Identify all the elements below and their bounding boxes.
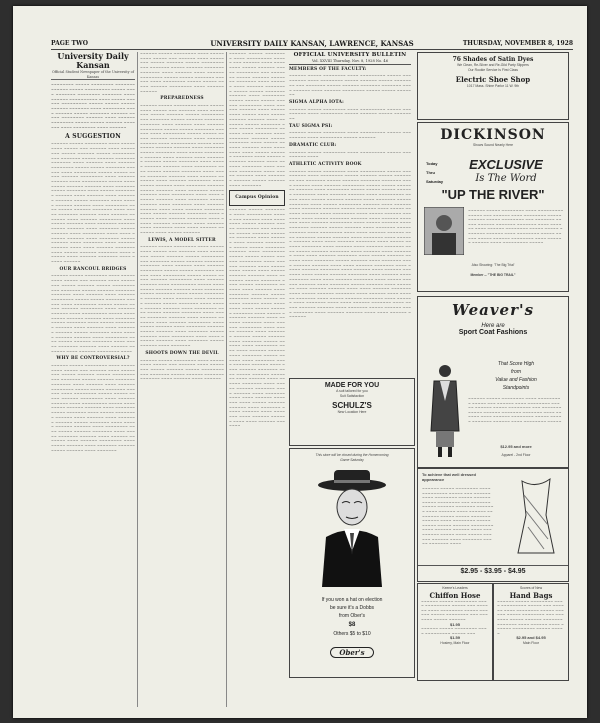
ad-tagline: Sport Coat Fashions (458, 329, 528, 336)
news-column-3 (229, 52, 285, 707)
ad-title: MADE FOR YOU (324, 382, 380, 389)
ad-line: This store will be closed during the Homecoming (315, 453, 389, 457)
obers-logo: Ober's (330, 647, 374, 658)
coming-attraction: Member -- "THE BIG TRAIL" (470, 273, 516, 277)
editorial-body: ~~~~~~ ~~~~~ ~~~~~~~~ ~~~~ ~~~~~~~~~ ~~~~~ ~~~ ~~~~~~ ~~~~ ~~~~~~~~ ~~~~~ ~~~~~~ ~~~~~ ~~~~~~~~ ~~~ ~~~~~~~ ~~~~~ ~~~~~~ ~~~~~~~ ~~~~~~~ ~~~~ ~~~~~~ ~~~~ ~~~~~~ ~~~~~~~~ ~~~~~ ~~~~~ ~~~~~~~ ~~~~~~ ~~~~ ~~~~~~~~ ~~~~~ ~~~~~ ~~~~~ ~~~~~~ ~~~~~~~~ ~~~~ ~~~~~~ ~~~~~~ ~~~~ ~~~~~~~~~ ~~~~~ ~~~~ ~~~~~ ~~~~~~ ~~~~~~ ~~~~ ~~~~~~~ ~~~~~ ~~~~~~~ ~~~~ ~~~~~ ~~~~~~~~ ~~~~~~ ~~~~ ~~~~~~ ~~~~ ~~~~~~~ ~~~~~~ ~~~~~ ~~~~~~~ ~~~~ ~~~~~ ~~~~~~ ~~~~~~ ~~~~ ~~~~~~~~ ~~~~ ~~~~~ ~~~~~~ ~~~~~~~ ~~~~ ~~~~~ ~~~~~~~ ~~~~~~ ~~~~ ~~~~~~ ~~~~~~~ ~~~~ ~~~~~~ ~~~~~~~~ ~~~~ (51, 274, 135, 354)
movie-still-illustration (424, 207, 464, 255)
paper-title: UNIVERSITY DAILY KANSAN, LAWRENCE, KANSAS (210, 39, 414, 48)
show-day: Saturday (426, 179, 444, 184)
opinion-body: ~~~~~~ ~~~~~ ~~~~~~~~ ~~~~ ~~~~~~~~~ ~~~~~ ~~~ ~~~~~~ ~~~~ ~~~~~~~~ ~~~~~ ~~~~~~ ~~~~~ ~~~~~~~~ ~~~ ~~~~~~~ ~~~~~ ~~~~~~ ~~~~~~~ ~~~~~~~ ~~~~ ~~~~~~ ~~~~ ~~~~~~ ~~~~~~~~ ~~~~~ ~~~~~ ~~~~~~~ ~~~~~~ ~~~~ ~~~~~~~~ ~~~~~ ~~~~~ ~~~~~ ~~~~~~ ~~~~~~~~ ~~~~ ~~~~~~ ~~~~~~ ~~~~ ~~~~~~~~~ ~~~~~ ~~~~ ~~~~~ ~~~~~~ ~~~~~~ ~~~~ ~~~~~~~ ~~~~~ ~~~~~~~ ~~~~ ~~~~~ ~~~~~~~~ ~~~~~~ ~~~~ ~~~~~~ ~~~~ ~~~~~~~ ~~~~~~ ~~~~~ ~~~~~~~ ~~~~ ~~~~~ ~~~~~~ ~~~~~~ ~~~~ ~~~~~~~~ ~~~~ ~~~~~ ~~~~~~ ~~~~~~~ ~~~~ ~~~~~ ~~~~~~~ ~~~~~~ ~~~~ ~~~~~~ ~~~~~~~ ~~~~ ~~~~~~ ~~~~~~~~ ~~~~ ~~~~~ ~~~~~~ ~~~~ ~~~~~~~ ~~~~~~ ~~~~~ ~~~~~~ ~~~~ ~~~~~~~ ~~~~~ ~~~~~~ ~~~~ ~~~~~~~~ ~~~~ ~~~~ ~~~~~~ ~~~~~~ ~~~~ ~~~~~~~ ~~~~~ ~~~~~~ ~~~~ ~~~~~~~ ~~~~ ~~~~~~ ~~~~~~ ~~~~ ~~~~ ~~~~~~ ~~~~~~~ ~~~~ ~~~~~ ~~~~~~ ~~~~~~~ ~~~~ ~~~~~~ ~~~~ ~~~~~~ ~~~~~~~ ~~~~ ~~~~~ ~~~~~~ ~~~~~~~ ~~~~ ~~~~~~ ~~~~ ~~~~~~~ ~~~~ ~~~~ ~~~~~~ ~~~~~~~ ~~~~ ~~~~~ ~~~~~~ ~~~~~~ ~~~~ ~~~~~~~ ~~~~~ ~~~~~~ ~~~~ ~~~~~~~ ~~~~ ~~~~~~ ~~~~~~ ~~~~ ~~~~ ~~~~~~ ~~~~~~~ (229, 208, 285, 429)
column-rule (137, 52, 138, 707)
bulletin-heading: SIGMA ALPHA IOTA: (289, 99, 344, 105)
ad-line: Game Saturday (340, 457, 364, 462)
editorial-heading: PREPAREDNESS (160, 96, 204, 102)
obers-hat-ad (289, 448, 415, 678)
bulletin-heading: ATHLETIC ACTIVITY BOOK (289, 161, 362, 167)
bulletin-volume: Vol. XXVIII Thursday, Nov. 8, 1928 No. 46 (289, 59, 411, 65)
dickinson-logo: DICKINSON (440, 127, 546, 143)
ad-line: Suit Satisfaction (339, 393, 365, 398)
bulletin-body: ~~~~~~ ~~~~~ ~~~~~~~~ ~~~~ ~~~~~~~~~ ~~~~~ ~~~ ~~~~~~ ~~~~ ~~~~~~~~ ~~~~~ ~~~~~~ (289, 131, 411, 141)
editorial-heading: SHOOTS DOWN THE DEVIL (145, 350, 219, 356)
department: Apparel - 2nd Floor (501, 453, 531, 457)
editorial-body: ~~~~~~ ~~~~~ ~~~~~~~~ ~~~~ ~~~~~~~~~ ~~~~~ ~~~ ~~~~~~ ~~~~ ~~~~~~~~ ~~~~~ ~~~~~~ ~~~~~ ~~~~~~~~ ~~~ ~~~~~~~ ~~~~~ ~~~~~~ ~~~~~~~ ~~~~~~~ ~~~~ ~~~~~~ ~~~~ ~~~~~~ ~~~~~~~~ ~~~~~ ~~~~~ ~~~~~~~ ~~~~~~ ~~~~ ~~~~~~~~ ~~~~~ ~~~~~ ~~~~~ ~~~~~~ ~~~~~~~~ ~~~~ ~~~~~~ ~~~~~~ ~~~~ ~~~~~~~~~ ~~~~~ ~~~~ ~~~~~ ~~~~~~ ~~~~~~ ~~~~ ~~~~~~~ ~~~~~ ~~~~~~~ ~~~~ ~~~~~ ~~~~~~~~ ~~~~~~ ~~~~ ~~~~~~ ~~~~ ~~~~~~~ ~~~~~~ ~~~~~ ~~~~~~~ ~~~~ ~~~~~ ~~~~~~ ~~~~~~ ~~~~ ~~~~~~~~ ~~~~ ~~~~~ ~~~~~~ ~~~~~~~ ~~~~ ~~~~~ ~~~~~~~ ~~~~~~ ~~~~ ~~~~~~ ~~~~~~~ ~~~~ ~~~~~~ ~~~~~~~~ ~~~~ ~~~~~ ~~~~~~ ~~~~ ~~~~~~~ ~~~~~~ ~~~~~ ~~~~~~ ~~~~ ~~~~~~~ ~~~~~ ~~~~~~ ~~~~ ~~~~~~~~ ~~~~ ~~~~ ~~~~~~ ~~~~~~ ~~~~ ~~~~~~~ ~~~~~ ~~~~~~ ~~~~ ~~~~~~~ ~~~~ ~~~~~~ ~~~~~~ ~~~~ ~~~~ ~~~~~~ ~~~~~~~ ~~~~ ~~~~~ ~~~~~~ ~~~~~~~ ~~~~ ~~~~~~ ~~~~ ~~~~~~ ~~~~~~~ ~~~~ ~~~~~ ~~~~~~ ~~~~~~~ ~~~~ ~~~~~~ ~~~~ ~~~~~~~ ~~~~ ~~~~ ~~~~~~ ~~~~~~~ ~~~~ ~~~~~ ~~~~~~ (140, 104, 224, 236)
ad-tagline: be sure it's a Dobbs (329, 605, 375, 611)
nameplate-subtitle: Official Student Newspaper of the University of Kansas (52, 70, 134, 79)
handbag-price: $2.95 and $4.95 (516, 635, 546, 641)
also-showing: Also Showing: 'The Big Trial' (471, 263, 515, 267)
made-for-you-ad (289, 378, 415, 446)
editorial-heading: LEWIS, A MODEL SITTER (148, 237, 216, 243)
ad-tagline: Here are (481, 323, 505, 329)
coat-price: $12.95 and more (500, 444, 532, 449)
ad-heading: To achieve that well dressed appearance (422, 472, 476, 482)
editorial-heading: OUR RANCOUL BRIDGES (59, 266, 127, 272)
ad-heading: Scores of New (519, 586, 543, 590)
ad-line: A suit tailored for you (336, 389, 368, 393)
ad-tagline: Value and Fashion (495, 377, 537, 383)
ad-heading: Keene's Leaders (442, 586, 468, 590)
movie-description: ~~~~~~ ~~~~~ ~~~~~~~~ ~~~~ ~~~~~~~~~ ~~~~~ ~~~ ~~~~~~ ~~~~ ~~~~~~~~ ~~~~~ ~~~~~~ ~~~~~ ~~~~~~~~ ~~~ ~~~~~~~ ~~~~~ ~~~~~~ ~~~~~~~ ~~~~~~~ ~~~~ ~~~~~~ ~~~~ ~~~~~~ ~~~~~~~~ ~~~~~ ~~~~~ ~~~~~~~ ~~~~~~ ~~~~ ~~~~~~~~ ~~~~~ ~~~~~ ~~~~~ ~~~~~~ ~~~~~~~~ ~~~~ ~~~~~~ ~~~~~~ ~~~~ ~~~~~~~~~ ~~~~~ (468, 209, 564, 246)
column-rule (226, 52, 227, 707)
shop-address: 1017 Mass. Shine Parlor 11 W. 9th (466, 84, 520, 89)
bulletin-body: ~~~~~~ ~~~~~ ~~~~~~~~ ~~~~ ~~~~~~~~~ ~~~~~ ~~~ ~~~~~~ ~~~~ (289, 150, 411, 160)
editorial-body: ~~~~~~ ~~~~~ ~~~~~~~~ ~~~~ ~~~~~~~~~ ~~~~~ ~~~ ~~~~~~ ~~~~ ~~~~~~~~ ~~~~~ ~~~~~~ ~~~~~ ~~~~~~~~ ~~~ ~~~~~~~ ~~~~~ ~~~~~~ ~~~~~~~ ~~~~~~~ ~~~~ ~~~~~~ ~~~~ ~~~~~~ ~~~~~~~~ ~~~~~ ~~~~~ ~~~~~~~ ~~~~~~ ~~~~ ~~~~~~~~ ~~~~~ ~~~~~ ~~~~~ ~~~~~~ ~~~~~~~~ ~~~~ ~~~~~~ ~~~~~~ ~~~~ ~~~~~~~~~ ~~~~~ ~~~~ ~~~~~ ~~~~~~ ~~~~~~ ~~~~ ~~~~~~~ ~~~~~ ~~~~~~~ ~~~~ ~~~~~ ~~~~~~~~ ~~~~~~ ~~~~ ~~~~~~ ~~~~ ~~~~~~~ ~~~~~~ ~~~~~ ~~~~~~~ ~~~~ ~~~~~ ~~~~~~ ~~~~~~ ~~~~ ~~~~~~~~ ~~~~ ~~~~~ ~~~~~~ ~~~~~~~ ~~~~ ~~~~~ ~~~~~~~ ~~~~~~ ~~~~ ~~~~~~ ~~~~~~~ ~~~~ ~~~~~~ ~~~~~~~~ ~~~~ ~~~~~ ~~~~~~ ~~~~ ~~~~~~~ ~~~~~~ ~~~~~ ~~~~~~ ~~~~ ~~~~~~~ ~~~~~ ~~~~~~ ~~~~ ~~~~~~~~ ~~~~ ~~~~ ~~~~~~ ~~~~~~ ~~~~ ~~~~~~~ ~~~~~ ~~~~~~ ~~~~ ~~~~~~~ ~~~~ ~~~~~~ ~~~~~~ ~~~~ ~~~~ ~~~~~~ ~~~~~~~ ~~~~ ~~~~~ ~~~~~~ ~~~~~~~ ~~~~ ~~~~~~ ~~~~ ~~~~~~ ~~~~~~~ ~~~~ ~~~~~ ~~~~~~ (51, 142, 135, 265)
page-number: PAGE TWO (51, 40, 88, 47)
schulz-logo: SCHULZ'S (332, 401, 372, 411)
exclusive-heading: EXCLUSIVE (469, 157, 543, 172)
editorial-heading: A SUGGESTION (65, 133, 121, 141)
ad-line: Our Rookie Service Is First Class (468, 67, 518, 72)
nameplate (51, 52, 135, 80)
dickinson-theatre-ad (417, 122, 569, 292)
news-body: ~~~~~~ ~~~~~ ~~~~~~~~ ~~~~ ~~~~~~~~~ ~~~~~ ~~~ ~~~~~~ ~~~~ ~~~~~~~~ ~~~~~ ~~~~~~ ~~~~~ ~~~~~~~~ ~~~ ~~~~~~~ ~~~~~ ~~~~~~ ~~~~~~~ ~~~~~~~ ~~~~ ~~~~~~ ~~~~ ~~~~~~ ~~~~~~~~ ~~~~~ ~~~~~ ~~~~~~~ ~~~~~~ ~~~~ ~~~~~~~~ ~~~~~ ~~~~~ ~~~~~ ~~~~~~ ~~~~~~~~ ~~~~ ~~~~~~ ~~~~~~ ~~~~ ~~~~~~~~~ ~~~~~ ~~~~ ~~~~~ ~~~~~~ ~~~~~~ ~~~~ ~~~~~~~ ~~~~~ ~~~~~~~ ~~~~ ~~~~~ ~~~~~~~~ ~~~~~~ ~~~~ ~~~~~~ ~~~~ ~~~~~~~ ~~~~~~ ~~~~~ ~~~~~~~ ~~~~ ~~~~~ ~~~~~~ ~~~~~~ ~~~~ ~~~~~~~~ ~~~~ ~~~~~ ~~~~~~ ~~~~~~~ ~~~~ ~~~~~ ~~~~~~~ ~~~~~~ ~~~~ ~~~~~~ ~~~~~~~ ~~~~ ~~~~~~ ~~~~~~~~ ~~~~ ~~~~~ ~~~~~~ ~~~~ ~~~~~~~ ~~~~~~ ~~~~~ ~~~~~~ ~~~~ ~~~~~~~ (229, 52, 285, 188)
campus-opinion-box (229, 190, 285, 206)
hose-description: ~~~~~~ ~~~~~ ~~~~~~~~ ~~~~ ~~~~~~~~~ ~~~~~ ~~~ (421, 627, 487, 636)
editorial-column (51, 52, 135, 707)
ad-subline: New Location Here (337, 410, 367, 415)
handbag-description: ~~~~~~ ~~~~~ ~~~~~~~~ ~~~~ ~~~~~~~~~ ~~~~~ ~~~ ~~~~~~ ~~~~ ~~~~~~~~ ~~~~~ ~~~~~~ ~~~~~ ~~~~~~~~ ~~~ ~~~~~~~ ~~~~~ ~~~~~~ ~~~~~~~ ~~~~~~~ ~~~~ ~~~~~~ ~~~~ ~~~~~~ ~~~~~~~~ ~~~~~ ~~~~~ (497, 599, 564, 636)
ad-subline: Shows Sound Nearly Here (473, 143, 513, 147)
show-day: Thru (426, 170, 435, 175)
issue-date: THURSDAY, NOVEMBER 8, 1928 (462, 40, 573, 47)
bulletin-heading: MEMBERS OF THE FACULTY: (289, 66, 367, 72)
coat-description: ~~~~~~ ~~~~~ ~~~~~~~~ ~~~~ ~~~~~~~~~ ~~~~~ ~~~ ~~~~~~ ~~~~ ~~~~~~~~ ~~~~~ ~~~~~~ ~~~~~ ~~~~~~~~ ~~~ ~~~~~~~ ~~~~~ ~~~~~~ ~~~~~~~ ~~~~~~~ ~~~~ ~~~~~~ ~~~~ ~~~~~~ ~~~~~~~~ ~~~~~ ~~~~~ ~~~~~~~ ~~~~~~ ~~~~ ~~~~~~~~ ~~~~~ (468, 397, 562, 424)
bulletin-heading: DRAMATIC CLUB: (289, 142, 337, 148)
bulletin-body: ~~~~~~ ~~~~~ ~~~~~~~~ ~~~~ ~~~~~~~~~ ~~~~~ ~~~ ~~~~~~ ~~~~ ~~~~~~~~ ~~~~~ ~~~~~~ ~~~~~ ~~~~~~~~ (289, 107, 411, 122)
ad-tagline: If you won a hat on election (321, 597, 383, 603)
editorial-body: ~~~~~~ ~~~~~ ~~~~~~~~ ~~~~ ~~~~~~~~~ ~~~~~ ~~~ ~~~~~~ ~~~~ ~~~~~~~~ ~~~~~ ~~~~~~ ~~~~~ ~~~~~~~~ ~~~ ~~~~~~~ ~~~~~ ~~~~~~ ~~~~~~~ ~~~~~~~ ~~~~ ~~~~~~ ~~~~ ~~~~~~ ~~~~~~~~ ~~~~~ ~~~~~ ~~~~~~~ ~~~~~~ ~~~~ ~~~~~~~~ ~~~~~ ~~~~~ ~~~~~ ~~~~~~ ~~~~~~~~ ~~~~ ~~~~~~ ~~~~~~ ~~~~ ~~~~~~~~~ ~~~~~ ~~~~ ~~~~~ ~~~~~~ ~~~~~~ ~~~~ ~~~~~~~ ~~~~~ ~~~~~~~ ~~~~ ~~~~~ ~~~~~~~~ ~~~~~~ ~~~~ ~~~~~~ ~~~~ ~~~~~~~ ~~~~~~ ~~~~~ ~~~~~~~ ~~~~ ~~~~~ ~~~~~~ ~~~~~~ ~~~~ ~~~~~~~~ ~~~~ ~~~~~ ~~~~~~ ~~~~~~~ ~~~~ ~~~~~ ~~~~~~~ ~~~~~~ ~~~~ ~~~~~~ ~~~~~~~ ~~~~ ~~~~~~ ~~~~~~~~ ~~~~ ~~~~~ ~~~~~~ ~~~~ ~~~~~~~ ~~~~~~ ~~~~~ ~~~~~~ ~~~~ ~~~~~~~ (51, 364, 135, 453)
editorial-column-2 (140, 52, 224, 707)
hose-price: $1.95 (449, 621, 460, 627)
ad-line: We Clean, Re-Silver and Re-Gild Party Slippers (457, 63, 529, 67)
weavers-dresses-ad (417, 468, 569, 582)
chiffon-hose-ad (417, 583, 493, 681)
ad-tagline: from (511, 369, 521, 375)
department: Hosiery, Main Floor (440, 640, 470, 645)
shop-name: Electric Shoe Shop (455, 75, 531, 85)
bulletin-title: OFFICIAL UNIVERSITY BULLETIN (293, 52, 407, 58)
department: Main Floor (522, 640, 540, 645)
show-days (426, 159, 443, 186)
handbags-ad (493, 583, 569, 681)
newspaper-page (13, 6, 587, 718)
staff-box: ~~~~~~~~ ~~~~~ ~~~~~~~~ ~~~~~~~ ~~~~~~ ~~~~~ ~~~~~~~~~ ~~~~~ ~~~~ ~~~~~~~ ~~~~~~~~ ~~~~~~~ ~~~~ ~~~~~~ ~~~~~~~~~~ ~~~~ ~~~~~ ~~~~~~ ~~~~~~~~~ ~~~~~ ~~~~~ ~~~~~ ~~~~~~ ~~~~~~~ ~~~~ ~~~~~~~~ ~~~~ ~~~~~~ ~~~~~ ~~~~~~~ ~~~~~~ ~~~~~ ~~~~~~~~ ~~~~~~ ~~~~ ~~~~~~ ~~~~~~~~ ~~~~~ ~~~~~ ~~~~~~ ~~~~~~~ ~~~~ ~~~~~~~~ ~~~~ ~~~~~~ (51, 83, 135, 130)
editorial-body: ~~~~~~ ~~~~~ ~~~~~~~~ ~~~~ ~~~~~~~~~ ~~~~~ ~~~ ~~~~~~ ~~~~ ~~~~~~~~ ~~~~~ ~~~~~~ ~~~~~ ~~~~~~~~ ~~~ ~~~~~~~ ~~~~~ ~~~~~~ ~~~~~~~ ~~~~~~~ ~~~~ ~~~~~~ ~~~~ ~~~~~~ ~~~~~~~~ ~~~~~ ~~~~~ ~~~~~~~ ~~~~~~ ~~~~ ~~~~~~~~ ~~~~~ ~~~~~ ~~~~~ ~~~~~~ ~~~~~~~~ ~~~~ ~~~~~~ ~~~~~~ (140, 52, 224, 94)
ad-title: Chiffon Hose (429, 590, 481, 600)
weavers-logo: Weaver's (451, 301, 535, 319)
man-in-hat-illustration (312, 467, 392, 587)
editorial-heading: WHY BE CONTROVERSIAL? (56, 356, 130, 362)
tagline: Is The Word (475, 173, 537, 184)
ad-title: Hand Bags (509, 590, 553, 600)
hat-price-range: Others $5 to $10 (333, 631, 371, 637)
satin-dyes-ad (417, 52, 569, 120)
show-day: Today (426, 161, 438, 166)
hose-price: $1.59 (449, 635, 460, 641)
editorial-body: ~~~~~~ ~~~~~ ~~~~~~~~ ~~~~ ~~~~~~~~~ ~~~~~ ~~~ ~~~~~~ ~~~~ ~~~~~~~~ ~~~~~ ~~~~~~ ~~~~~ ~~~~~~~~ ~~~ ~~~~~~~ ~~~~~ ~~~~~~ ~~~~~~~ ~~~~~~~ ~~~~ ~~~~~~ ~~~~ ~~~~~~ ~~~~~~~~ ~~~~~ ~~~~~ ~~~~~~~ ~~~~~~ ~~~~ ~~~~~~~~ ~~~~~ ~~~~~ ~~~~~ ~~~~~~ ~~~~~~~~ ~~~~ ~~~~~~ ~~~~~~ ~~~~ ~~~~~~~~~ ~~~~~ ~~~~ ~~~~~ ~~~~~~ ~~~~~~ ~~~~ ~~~~~~~ ~~~~~ ~~~~~~~ ~~~~ ~~~~~ ~~~~~~~~ ~~~~~~ ~~~~ ~~~~~~ ~~~~ ~~~~~~~ ~~~~~~ ~~~~~ ~~~~~~~ ~~~~ ~~~~~ ~~~~~~ ~~~~~~ ~~~~ ~~~~~~~~ ~~~~ ~~~~~ ~~~~~~ ~~~~~~~ ~~~~ ~~~~~ ~~~~~~~ ~~~~~~ ~~~~ ~~~~~~ ~~~~~~~ ~~~~ ~~~~~~ ~~~~~~~~ ~~~~ ~~~~~ ~~~~~~ ~~~~ ~~~~~~~ ~~~~~~ ~~~~~ ~~~~~~ ~~~~ ~~~~~~~ ~~~~~ ~~~~~~ ~~~~ ~~~~~~~~ ~~~~ ~~~~ ~~~~~~ ~~~~~~ ~~~~ ~~~~~~~ ~~~~~ ~~~~~~ ~~~~ ~~~~~~~ (140, 245, 224, 349)
official-bulletin (289, 52, 411, 372)
ad-tagline: Standpoints (502, 385, 530, 391)
masthead (51, 39, 573, 50)
bulletin-body: ~~~~~~ ~~~~~ ~~~~~~~~ ~~~~ ~~~~~~~~~ ~~~~~ ~~~ ~~~~~~ ~~~~ ~~~~~~~~ ~~~~~ ~~~~~~ ~~~~~ ~~~~~~~~ ~~~ ~~~~~~~ ~~~~~ ~~~~~~ ~~~~~~~ ~~~~~~~ ~~~~ ~~~~~~ ~~~~ ~~~~~~ ~~~~~~~~ ~~~~~ ~~~~~ ~~~~~~~ ~~~~~~ ~~~~ ~~~~~~~~ ~~~~~ ~~~~~ ~~~~~ ~~~~~~ ~~~~~~~~ ~~~~ ~~~~~~ ~~~~~~ ~~~~ ~~~~~~~~~ ~~~~~ ~~~~ ~~~~~ ~~~~~~ ~~~~~~ ~~~~ ~~~~~~~ ~~~~~ ~~~~~~~ ~~~~ ~~~~~ ~~~~~~~~ ~~~~~~ ~~~~ ~~~~~~ ~~~~ ~~~~~~~ ~~~~~~ ~~~~~ ~~~~~~~ ~~~~ ~~~~~ ~~~~~~ ~~~~~~ ~~~~ ~~~~~~~~ ~~~~ ~~~~~ ~~~~~~ ~~~~~~~ ~~~~ ~~~~~ ~~~~~~~ ~~~~~~ ~~~~ ~~~~~~ ~~~~~~~ ~~~~ ~~~~~~ ~~~~~~~~ ~~~~ ~~~~~ ~~~~~~ ~~~~ ~~~~~~~ ~~~~~~ ~~~~~ ~~~~~~ ~~~~ ~~~~~~~ ~~~~~ ~~~~~~ ~~~~ ~~~~~~~~ ~~~~ ~~~~ ~~~~~~ ~~~~~~ ~~~~ ~~~~~~~ ~~~~~ ~~~~~~ ~~~~ ~~~~~~~ ~~~~ ~~~~~~ ~~~~~~ ~~~~ ~~~~ ~~~~~~ ~~~~~~~ ~~~~ ~~~~~ ~~~~~~ ~~~~~~~ ~~~~ ~~~~~~ ~~~~ ~~~~~~ ~~~~~~~ ~~~~ ~~~~~ ~~~~~~ ~~~~~~~ ~~~~ ~~~~~~ ~~~~ ~~~~~~~ ~~~~ ~~~~ ~~~~~~ ~~~~~~~ ~~~~ ~~~~~ ~~~~~~ ~~~~~~ ~~~~ ~~~~~~~ ~~~~~ ~~~~~~ ~~~~ ~~~~~~~ ~~~~ ~~~~~~ ~~~~~~ ~~~~ ~~~~ ~~~~~~ ~~~~~~~ ~~~~ ~~~~~ ~~~~~~ ~~~~~~~ ~~~~ ~~~~~~ ~~~~ ~~~~~~ ~~~~~~~ ~~~~ ~~~~~ ~~~~~~ ~~~~~~~ ~~~~ ~~~~~~ ~~~~ ~~~~~~~ ~~~~ ~~~~ ~~~~~~ ~~~~~~~ ~~~~ ~~~~~ ~~~~~~ ~~~~~~ ~~~~ ~~~~~~~ ~~~~~ ~~~~~~ ~~~~ ~~~~~~~ ~~~~ ~~~~~~ ~~~~~~ ~~~~ ~~~~ ~~~~~~ ~~~~~~~ ~~~~ ~~~~~ ~~~~~~ ~~~~~~~ ~~~~ ~~~~~~ ~~~~ ~~~~~~ ~~~~~~~ ~~~~ ~~~~~ ~~~~~~ ~~~~~~~ ~~~~ ~~~~~~ ~~~~ ~~~~~~~ ~~~~ ~~~~ ~~~~~~ ~~~~~~~ ~~~~ ~~~~~ ~~~~~~ ~~~~~~ ~~~~ ~~~~~~~ ~~~~~ ~~~~~~ ~~~~ ~~~~~~~ ~~~~ ~~~~~~ ~~~~~~ ~~~~ ~~~~ ~~~~~~ ~~~~~~~ (289, 169, 411, 320)
ad-title: 76 Shades of Satin Dyes (452, 56, 534, 63)
nameplate-title: University Daily Kansan (57, 52, 129, 70)
dress-prices: $2.95 - $3.95 - $4.95 (418, 565, 568, 575)
bulletin-heading: TAU SIGMA PSI: (289, 123, 333, 129)
editorial-body: ~~~~~~ ~~~~~ ~~~~~~~~ ~~~~ ~~~~~~~~~ ~~~~~ ~~~ ~~~~~~ ~~~~ ~~~~~~~~ ~~~~~ ~~~~~~ ~~~~~ ~~~~~~~~ ~~~ ~~~~~~~ ~~~~~ ~~~~~~ ~~~~~~~ ~~~~~~~ ~~~~ ~~~~~~ ~~~~ ~~~~~~ (140, 358, 224, 382)
movie-title: "UP THE RIVER" (441, 187, 545, 202)
hose-description: ~~~~~~ ~~~~~ ~~~~~~~~ ~~~~ ~~~~~~~~~ ~~~~~ ~~~ ~~~~~~ ~~~~ ~~~~~~~~ ~~~~~ ~~~~~~ ~~~~~ ~~~~~~~~ ~~~ ~~~~~~~ ~~~~~ ~~~~~~ (421, 599, 488, 622)
weavers-coat-ad (417, 296, 569, 468)
dress-description: ~~~~~~ ~~~~~ ~~~~~~~~ ~~~~ ~~~~~~~~~ ~~~~~ ~~~ ~~~~~~ ~~~~ ~~~~~~~~ ~~~~~ ~~~~~~ ~~~~~ ~~~~~~~~ ~~~ ~~~~~~~ ~~~~~ ~~~~~~ ~~~~~~~ ~~~~~~~ ~~~~ ~~~~~~ ~~~~ ~~~~~~ ~~~~~~~~ ~~~~~ ~~~~~ ~~~~~~~ ~~~~~~ ~~~~ ~~~~~~~~ ~~~~~ ~~~~~ ~~~~~ ~~~~~~ ~~~~~~~~ ~~~~ ~~~~~~ ~~~~~~ ~~~~ ~~~~~~~~~ ~~~~~ ~~~~ ~~~~~ ~~~~~~ ~~~~~~ ~~~~ ~~~~~~~ ~~~~~ ~~~~~~~ ~~~~ (422, 487, 494, 547)
campus-opinion-heading: Campus Opinion (235, 195, 279, 201)
dress-illustration (514, 475, 558, 555)
ad-tagline: That Score High (497, 361, 535, 367)
ad-tagline: from Ober's (339, 613, 365, 619)
bulletin-body: ~~~~~~ ~~~~~ ~~~~~~~~ ~~~~ ~~~~~~~~~ ~~~~~ ~~~ ~~~~~~ ~~~~ ~~~~~~~~ ~~~~~ ~~~~~~ ~~~~~ ~~~~~~~~ ~~~ ~~~~~~~ ~~~~~ ~~~~~~ ~~~~~~~ ~~~~~~~ ~~~~ ~~~~~~ ~~~~ ~~~~~~ ~~~~~~~~ ~~~~~ ~~~~~ ~~~~~~~ (289, 74, 411, 98)
hat-price: $8 (348, 622, 356, 628)
woman-in-coat-illustration (426, 361, 464, 457)
